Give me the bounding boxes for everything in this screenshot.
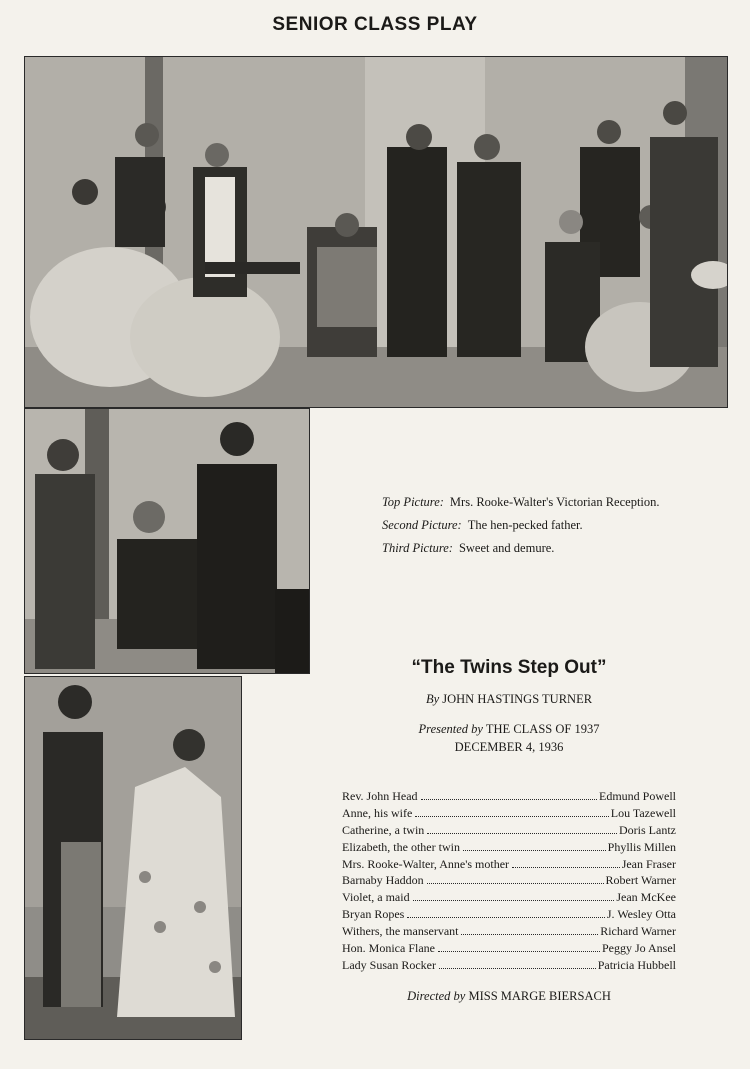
presented-by: THE CLASS OF 1937 (485, 722, 600, 736)
caption-third (382, 540, 678, 556)
performance-date: DECEMBER 4, 1936 (454, 740, 564, 754)
director-name: MISS MARGE BIERSACH (468, 989, 611, 1003)
dot-leader (421, 799, 597, 800)
presented-prefix: Presented by (418, 722, 483, 736)
cast-role: Bryan Ropes (342, 907, 405, 922)
dot-leader (427, 883, 604, 884)
dot-leader (415, 816, 608, 817)
cast-actor: Lou Tazewell (610, 805, 676, 820)
cast-row (342, 941, 676, 958)
caption-top (382, 494, 678, 510)
photo-top-victorian-reception (24, 56, 728, 408)
dot-leader (407, 917, 605, 918)
dot-leader (461, 934, 598, 935)
dot-leader (439, 968, 596, 969)
cast-actor: Phyllis Millen (607, 839, 676, 854)
play-title: “The Twins Step Out” (411, 657, 607, 678)
cast-row (342, 890, 676, 907)
dot-leader (413, 900, 615, 901)
cast-row (342, 958, 676, 975)
cast-row (342, 823, 676, 840)
cast-actor: Patricia Hubbell (597, 957, 676, 972)
page-title: SENIOR CLASS PLAY (272, 14, 478, 35)
caption-top-text: Mrs. Rooke-Walter's Victorian Reception. (449, 495, 660, 509)
caption-third-text: Sweet and demure. (458, 541, 555, 555)
caption-second-text: The hen-pecked father. (467, 518, 583, 532)
dot-leader (438, 951, 600, 952)
cast-role: Violet, a maid (342, 890, 410, 905)
photo-top-image (25, 57, 727, 407)
photo-third-image (25, 677, 241, 1039)
caption-second (382, 517, 678, 533)
cast-actor: Jean Fraser (621, 856, 676, 871)
cast-role: Hon. Monica Flane (342, 941, 435, 956)
cast-role: Rev. John Head (342, 789, 418, 803)
caption-third-label: Third Picture: (382, 541, 453, 555)
cast-row (342, 806, 676, 823)
photo-second-hen-pecked-father (24, 408, 310, 674)
cast-row (342, 924, 676, 941)
author-name: JOHN HASTINGS TURNER (442, 692, 593, 706)
cast-role: Anne, his wife (342, 805, 413, 820)
cast-list (342, 789, 676, 975)
caption-second-label: Second Picture: (382, 518, 462, 532)
photo-second-image (25, 409, 309, 673)
dot-leader (512, 867, 620, 868)
cast-row (342, 857, 676, 874)
director-line (342, 989, 676, 1004)
dot-leader (463, 850, 606, 851)
presented-line (342, 722, 676, 737)
cast-actor: J. Wesley Otta (606, 907, 676, 922)
cast-actor: Robert Warner (605, 873, 676, 888)
cast-actor: Richard Warner (600, 924, 676, 939)
cast-role: Mrs. Rooke-Walter, Anne's mother (342, 856, 510, 871)
cast-actor: Peggy Jo Ansel (601, 941, 676, 956)
dot-leader (427, 833, 617, 834)
cast-row (342, 840, 676, 857)
cast-actor: Jean McKee (616, 890, 676, 905)
cast-row (342, 873, 676, 890)
cast-role: Elizabeth, the other twin (342, 839, 460, 854)
cast-row (342, 789, 676, 806)
author-prefix: By (425, 692, 440, 706)
cast-role: Lady Susan Rocker (342, 957, 436, 972)
caption-top-label: Top Picture: (382, 495, 444, 509)
cast-actor: Doris Lantz (619, 822, 676, 837)
photo-captions (382, 494, 678, 563)
photo-third-sweet-and-demure (24, 676, 242, 1040)
cast-row (342, 907, 676, 924)
author-line (342, 692, 676, 707)
cast-role: Withers, the manservant (342, 924, 459, 939)
cast-role: Catherine, a twin (342, 822, 425, 837)
director-prefix: Directed by (407, 989, 466, 1003)
cast-actor: Edmund Powell (599, 789, 676, 803)
cast-role: Barnaby Haddon (342, 873, 424, 888)
